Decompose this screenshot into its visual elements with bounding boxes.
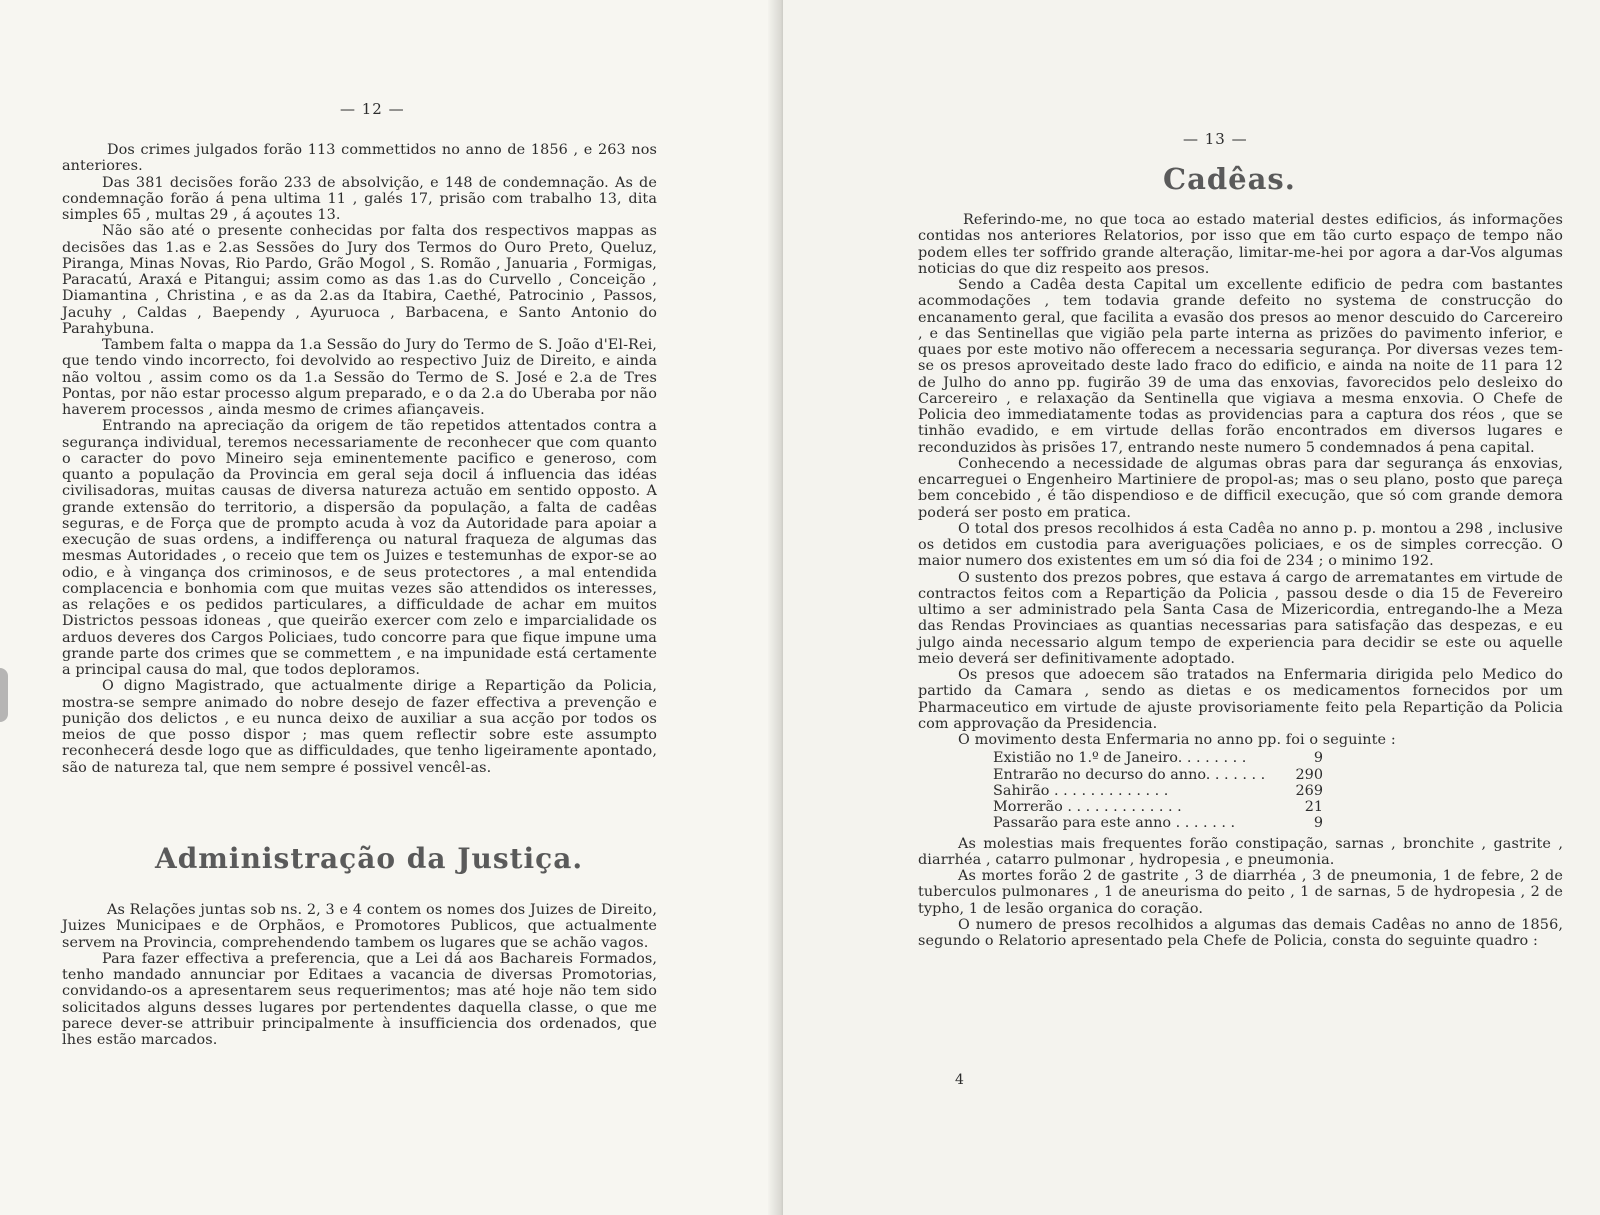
paragraph: Para fazer effectiva a preferencia, que a Lei dá aos Bachareis Formados, tenho mandado annunciar por Editaes a vacancia de diversas Promotorias, convidando-os a apresentarem seus requerimentos; mas até hoje não tem sido solicitados alguns desses lugares por pertendentes daquella classe, o que me parece dever-se attribuir principalmente à insufficiencia dos ordenados, que lhes estão marcados. — [62, 950, 657, 1048]
table-row — [993, 750, 1323, 766]
table-cell-label: Entrarão no decurso do anno. . . . . . . — [993, 766, 1266, 783]
left-page — [0, 0, 783, 1215]
table-row — [993, 815, 1323, 831]
table-cell-label: Passarão para este anno . . . . . . . — [993, 815, 1236, 832]
table-row — [993, 767, 1323, 783]
right-page-number: — 13 — — [1183, 130, 1248, 148]
paragraph: O numero de presos recolhidos a algumas das demais Cadêas no anno de 1856, segundo o Relatorio apresentado pela Chefe de Policia, consta do seguinte quadro : — [918, 916, 1563, 949]
table-cell-value: 9 — [1313, 815, 1323, 832]
paragraph: Tambem falta o mappa da 1.a Sessão do Jury do Termo de S. João d'El-Rei, que tendo vindo incorrecto, foi devolvido ao respectivo Juiz de Direito, e ainda não voltou , assim como os da 1.a Sessão do Termo de S. José e 2.a de Tres Pontas, por não estar processo algum preparado, e o da 2.a do Uberaba por não haverem processos , ainda mesmo de crimes afiançaveis. — [62, 337, 657, 418]
signature-mark: 4 — [955, 1072, 964, 1088]
paragraph: Conhecendo a necessidade de algumas obras para dar segurança ás enxovias, encarreguei o Engenheiro Martiniere de propol-as; mas o seu plano, posto que pareça bem concebido , é tão dispendioso e de difficil execução, que só com grande demora poderá ser posto em pratica. — [918, 455, 1563, 521]
paragraph: O sustento dos prezos pobres, que estava á cargo de arrematantes em virtude de contractos feitos com a Repartição da Policia , passou desde o dia 15 de Fevereiro ultimo a ser administrado pela Santa Casa de Mizericordia, entregando-lhe a Meza das Rendas Provinciaes as quantias necessarias para satisfação das despezas, e eu julgo ainda necessario algum tempo de experiencia para decidir se este ou aquelle meio deverá ser definitivamente adoptado. — [918, 569, 1563, 667]
section-title-cadeas: Cadêas. — [1163, 162, 1296, 196]
left-page-number: — 12 — — [340, 100, 405, 118]
page-stain — [0, 668, 8, 722]
paragraph: As molestias mais frequentes forão constipação, sarnas , bronchite , gastrite , diarrhéa , catarro pulmonar , hydropesia , e pneumonia. — [918, 835, 1563, 868]
left-body-text — [62, 142, 657, 776]
table-cell-label: Sahirão . . . . . . . . . . . . . — [993, 782, 1169, 799]
paragraph: As Relações juntas sob ns. 2, 3 e 4 contem os nomes dos Juizes de Direito, Juizes Municipaes e de Orphãos, e Promotores Publicos, que actualmente servem na Provincia, comprehendendo tambem os lugares que se achão vagos. — [62, 902, 657, 951]
justica-body-text — [62, 902, 657, 1048]
table-cell-value: 290 — [1295, 766, 1323, 783]
table-cell-value: 21 — [1304, 799, 1323, 815]
paragraph: Referindo-me, no que toca ao estado material destes edificios, ás informações contidas nos anteriores Relatorios, por isso que em tão curto espaço de tempo não podem elles ter soffrido grande alteração, limitar-me-hei por agora a dar-Vos algumas noticias do que diz respeito aos presos. — [918, 212, 1563, 277]
table-cell-label: Morrerão . . . . . . . . . . . . . — [993, 799, 1182, 815]
table-cell-value: 9 — [1313, 750, 1323, 767]
table-row — [993, 799, 1323, 815]
paragraph: As mortes forão 2 de gastrite , 3 de diarrhéa , 3 de pneumonia, 1 de febre, 2 de tuberculos pulmonares , 1 de aneurisma do peito , 1 de sarnas, 5 de hydropesia , 2 de typho, 1 de lesão organica do coração. — [918, 868, 1563, 917]
paragraph: Das 381 decisões forão 233 de absolvição, e 148 de condemnação. As de condemnação forão á pena ultima 11 , galés 17, prisão com trabalho 13, dita simples 65 , multas 29 , á açoutes 13. — [62, 174, 657, 223]
paragraph: Sendo a Cadêa desta Capital um excellente edificio de pedra com bastantes acommodações , tem todavia grande defeito no systema de construcção do encanamento geral, que facilita a evasão dos presos ao menor descuido do Carcereiro , e das Sentinellas que vigião pela parte interna as prizões do pavimento inferior, e quaes por este motivo não offerecem a necessaria segurança. Por diversas vezes tem-se os presos aproveitado deste lado fraco do edificio, e ainda na noite de 11 para 12 de Julho do anno pp. fugirão 39 de uma das enxovias, favorecidos pelo desleixo do Carcereiro , e relaxação da Sentinella que vigiava a mesma enxovia. O Chefe de Policia deo immediatamente todas as providencias para a captura dos réos , que se tinhão evadido, e em virtude dellas forão encontrados em diversos lugares e reconduzidos às prisões 17, entrando neste numero 5 condemnados á pena capital. — [918, 277, 1563, 456]
paragraph: O total dos presos recolhidos á esta Cadêa no anno p. p. montou a 298 , inclusive os detidos em custodia para averiguações policiaes, e os de simples correcção. O maior numero dos existentes em um só dia foi de 234 ; o minimo 192. — [918, 520, 1563, 570]
paragraph: O digno Magistrado, que actualmente dirige a Repartição da Policia, mostra-se sempre animado do nobre desejo de fazer effectiva a prevenção e punição dos delictos , e eu nunca deixo de auxiliar a sua acção por todos os meios de que posso dispor ; mas quem reflectir sobre este assumpto reconhecerá desde logo que as difficuldades, que tenho ligeiramente apontado, são de natureza tal, que nem sempre é possivel vencêl-as. — [62, 678, 657, 776]
right-page — [783, 0, 1600, 1215]
paragraph: Os presos que adoecem são tratados na Enfermaria dirigida pelo Medico do partido da Camara , sendo as dietas e os medicamentos fornecidos por um Pharmaceutico em virtude de ajuste provisoriamente feito pela Repartição da Policia com approvação da Presidencia. — [918, 667, 1563, 732]
enfermaria-movement-table — [993, 750, 1323, 831]
table-cell-label: Existião no 1.º de Janeiro. . . . . . . . — [993, 750, 1247, 767]
right-body-text — [918, 212, 1563, 949]
paragraph: Não são até o presente conhecidas por falta dos respectivos mappas as decisões das 1.as e 2.as Sessões do Jury dos Termos do Ouro Preto, Queluz, Piranga, Minas Novas, Rio Pardo, Grão Mogol , S. Romão , Januaria , Formigas, Paracatú, Araxá e Pitangui; assim como as das 1.as do Curvello , Conceição , Diamantina , Christina , e as da 2.as da Itabira, Caethé, Patrocinio , Passos, Jacuhy , Caldas , Baependy , Ayuruoca , Barbacena, e Santo Antonio do Parahybuna. — [62, 223, 657, 337]
paragraph: Dos crimes julgados forão 113 commettidos no anno de 1856 , e 263 nos anteriores. — [62, 142, 657, 175]
table-row — [993, 783, 1323, 799]
paragraph: O movimento desta Enfermaria no anno pp. foi o seguinte : — [958, 732, 1396, 748]
paragraph: Entrando na apreciação da origem de tão repetidos attentados contra a segurança individual, teremos necessariamente de reconhecer que com quanto o caracter do povo Mineiro seja eminentemente pacifico e generoso, com quanto a população da Provincia em geral seja docil á influencia das idéas civilisadoras, muitas causas de diversa natureza actuão em sentido opposto. A grande extensão do territorio, a dispersão da população, a falta de cadêas seguras, e de Força que de prompto acuda à voz da Autoridade para apoiar a execução de suas ordens, a indifferença ou natural fraqueza de algumas das mesmas Autoridades , o receio que tem os Juizes e testemunhas de expor-se ao odio, e à vingança dos criminosos, e de seus protectores , a mal entendida complacencia e bonhomia com que muitas vezes são attendidos os interesses, as relações e os pedidos particulares, a difficuldade de achar em muitos Districtos pessoas idoneas , que queirão exercer com zelo e imparcialidade os arduos deveres dos Cargos Policiaes, tudo concorre para que fique impune uma grande parte dos crimes que se commettem , e na impunidade está certamente a principal causa do mal, que todos deploramos. — [62, 418, 657, 678]
table-cell-value: 269 — [1295, 782, 1323, 799]
section-title-justica: Administração da Justiça. — [155, 842, 584, 875]
